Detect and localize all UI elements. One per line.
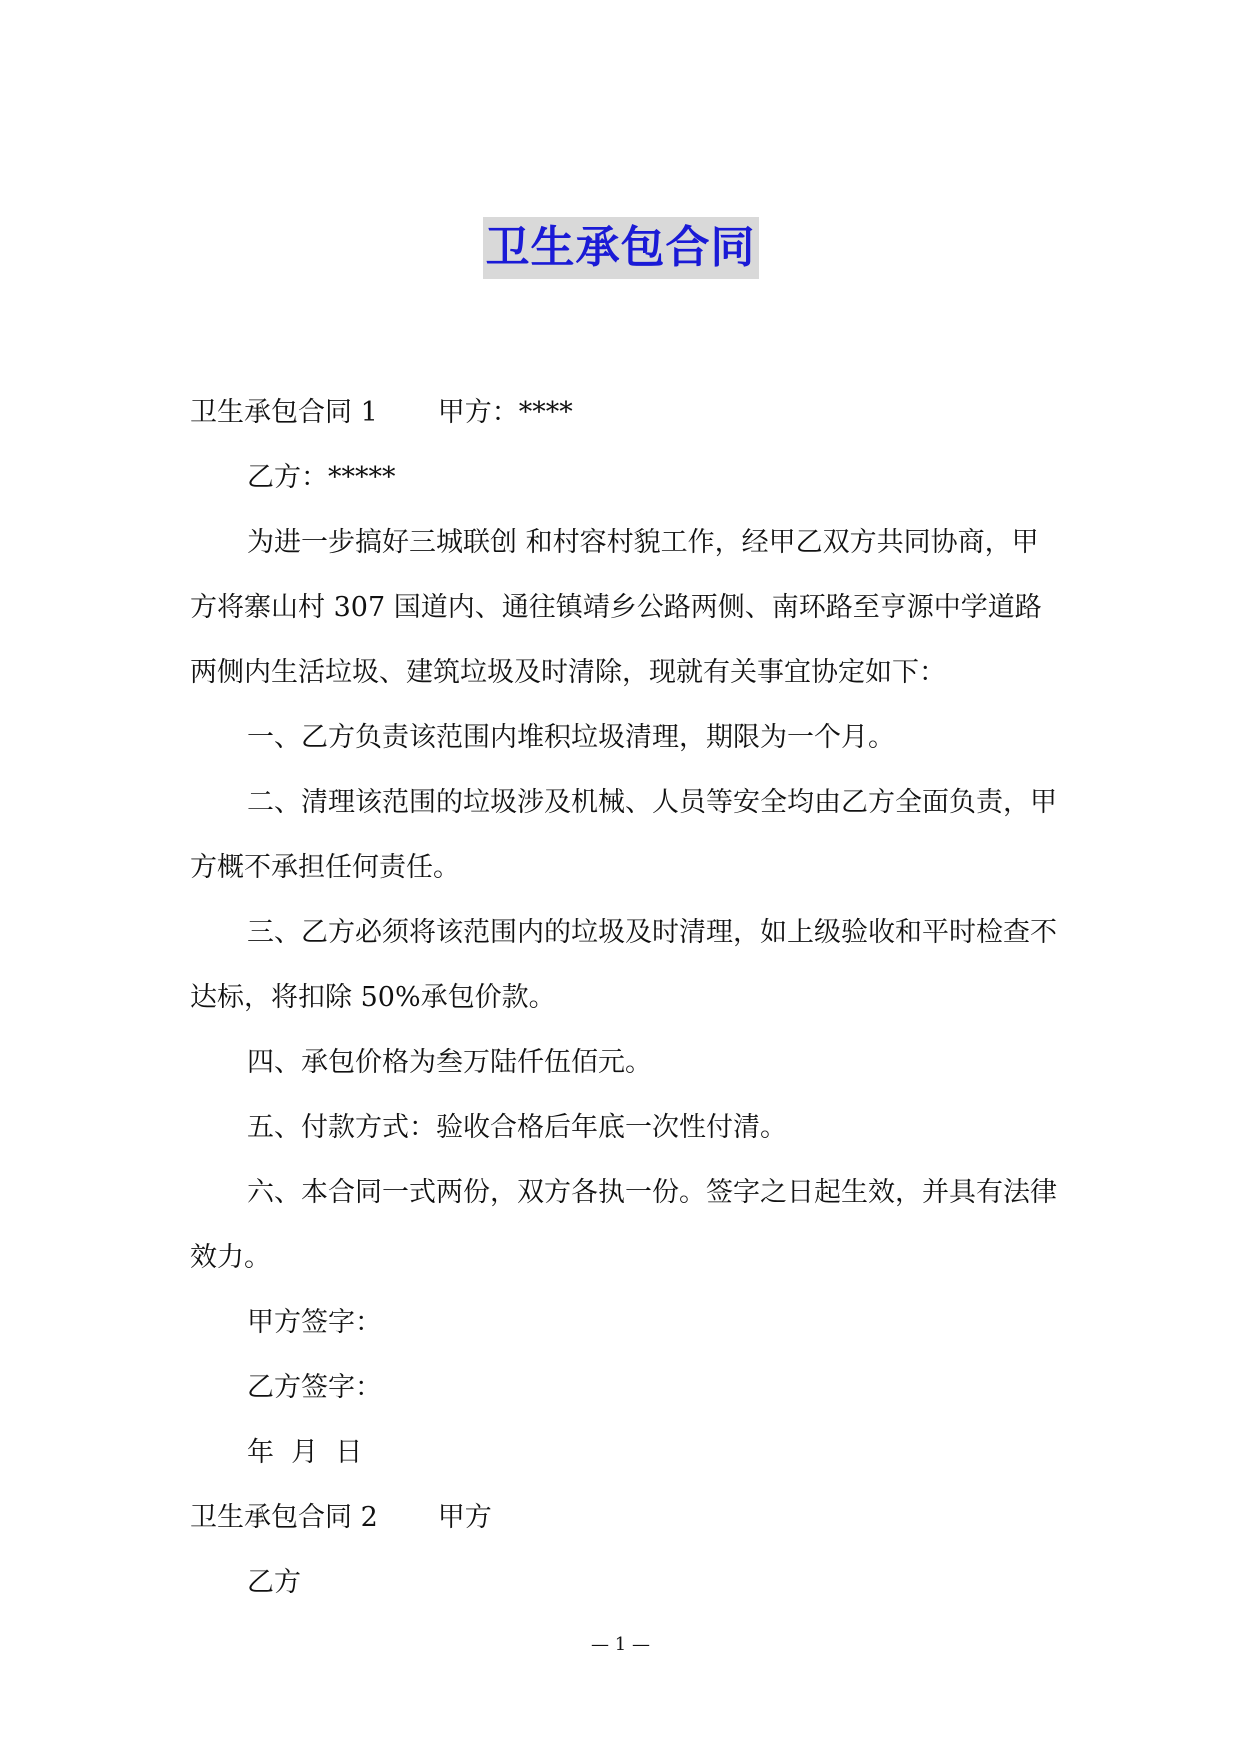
clause-6: 六、本合同一式两份，双方各执一份。签字之日起生效，并具有法律效力。: [190, 1177, 1057, 1273]
party-b-signature-line: 乙方签字：: [247, 1372, 382, 1403]
party-b-line: 乙方：*****: [247, 462, 396, 493]
document-title: 卫生承包合同: [483, 217, 759, 279]
date-line: 年 月 日: [247, 1437, 363, 1468]
clause-3: 三、乙方必须将该范围内的垃圾及时清理，如上级验收和平时检查不达标，将扣除 50%承包价款。: [190, 917, 1057, 1013]
contract-2-party-b: 乙方: [247, 1567, 301, 1598]
contract-2-party-a: 甲方: [437, 1502, 492, 1533]
clause-5: 五、付款方式：验收合格后年底一次性付清。: [247, 1112, 787, 1143]
contract-2-header: [190, 1485, 1060, 1550]
document-body: [190, 380, 1060, 1615]
page-number: — 1 —: [591, 1634, 650, 1655]
clause-1: 一、乙方负责该范围内堆积垃圾清理，期限为一个月。: [247, 722, 895, 753]
title-container: [0, 217, 1241, 279]
party-a-signature-line: 甲方签字：: [247, 1307, 382, 1338]
contract-1-header: [190, 380, 1060, 445]
contract-2-heading: 卫生承包合同 2: [190, 1502, 378, 1533]
clause-4: 四、承包价格为叁万陆仟伍佰元。: [247, 1047, 652, 1078]
clause-2: 二、清理该范围的垃圾涉及机械、人员等安全均由乙方全面负责，甲方概不承担任何责任。: [190, 787, 1057, 883]
intro-paragraph: 为进一步搞好三城联创 和村容村貌工作，经甲乙双方共同协商，甲方将寨山村 307 国道内、通往镇靖乡公路两侧、南环路至亨源中学道路两侧内生活垃圾、建筑垃圾及时清除，现就有关事宜协定如下：: [190, 527, 1042, 688]
contract-1-heading: 卫生承包合同 1: [190, 397, 378, 428]
party-a-line: 甲方：****: [437, 397, 573, 428]
